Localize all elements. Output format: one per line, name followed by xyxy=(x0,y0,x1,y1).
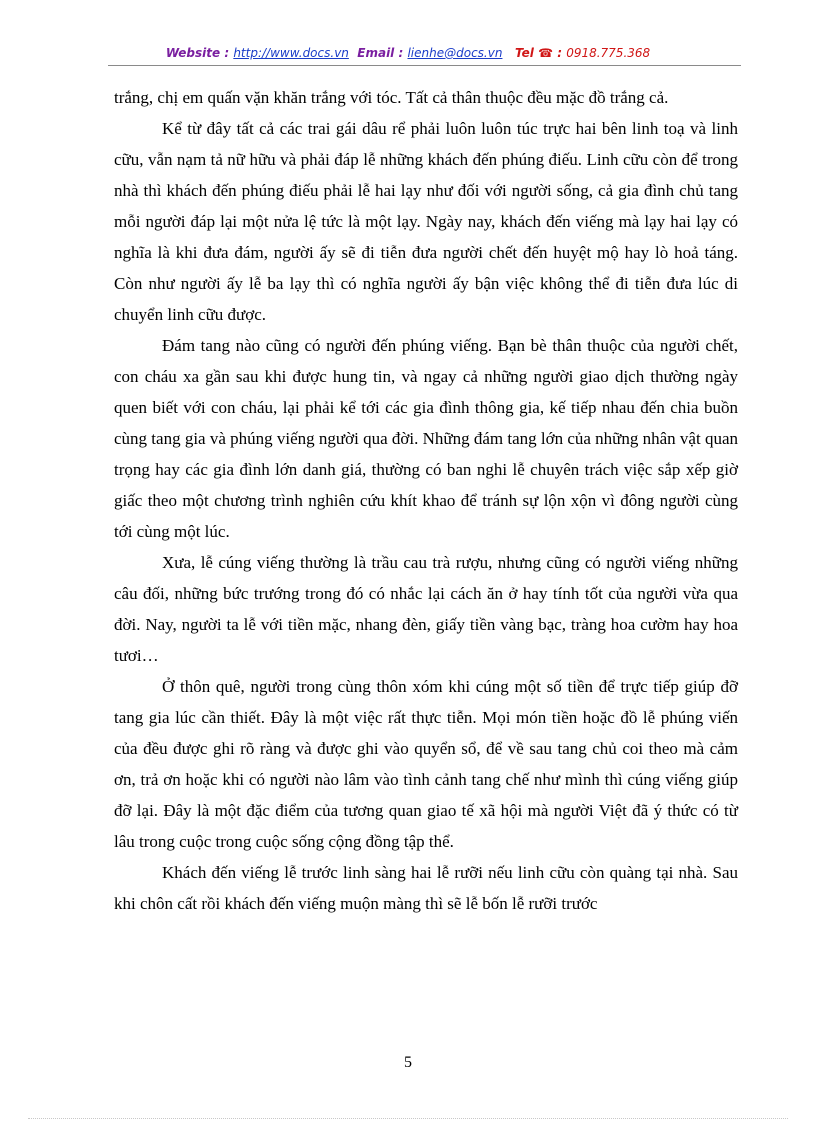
email-link[interactable]: lienhe@docs.vn xyxy=(407,46,503,60)
document-body xyxy=(114,82,738,919)
page-number: 5 xyxy=(404,1054,412,1071)
tel-label: Tel ☎ : xyxy=(515,46,562,60)
paragraph: Khách đến viếng lễ trước linh sàng hai lễ rưỡi nếu linh cữu còn quàng tại nhà. Sau khi chôn cất rồi khách đến viếng muộn màng thì sẽ lễ bốn lễ rưỡi trước xyxy=(114,863,738,913)
paragraph-continuation: trắng, chị em quấn vặn khăn trắng với tóc. Tất cả thân thuộc đều mặc đồ trắng cả. xyxy=(114,88,669,107)
header-divider xyxy=(108,65,741,66)
paragraph: Xưa, lễ cúng viếng thường là trầu cau trà rượu, nhưng cũng có người viếng những câu đối, những bức trướng trong đó có nhắc lại cách ăn ở hay tính tốt của người vừa qua đời. Nay, người ta lễ với tiền mặc, nhang đèn, giấy tiền vàng bạc, tràng hoa cườm hay hoa tươi… xyxy=(114,553,738,665)
page-header xyxy=(0,46,816,66)
page-bottom-border xyxy=(28,1118,788,1119)
paragraph: Ở thôn quê, người trong cùng thôn xóm khi cúng một số tiền để trực tiếp giúp đỡ tang gia lúc cần thiết. Đây là một việc rất thực tiễn. Mọi món tiền hoặc đồ lễ phúng viến của đều được ghi rõ ràng và được ghi vào quyển sổ, để về sau tang chủ coi theo mà cảm ơn, trả ơn hoặc khi có người nào lâm vào tình cảnh tang chế như mình thì cúng viếng giúp đỡ lại. Đây là một đặc điểm của tương quan giao tế xã hội mà người Việt đã ý thức có từ lâu trong cuộc trong cuộc sống cộng đồng tập thể. xyxy=(114,677,738,851)
email-label: Email : xyxy=(357,46,404,60)
tel-value: 0918.775.368 xyxy=(566,46,651,60)
paragraph: Đám tang nào cũng có người đến phúng viếng. Bạn bè thân thuộc của người chết, con cháu xa gần sau khi được hung tin, và ngay cả những người giao dịch thường ngày quen biết với con cháu, lại phải kể tới các gia đình thông gia, kế tiếp nhau đến chia buồn cùng tang gia và phúng viếng người qua đời. Những đám tang lớn của những nhân vật quan trọng hay các gia đình lớn danh giá, thường có ban nghi lễ chuyên trách việc sắp xếp giờ giấc theo một chương trình nghiên cứu khít khao để tránh sự lộn xộn vì đông người cùng tới cùng một lúc. xyxy=(114,336,738,541)
website-link[interactable]: http://www.docs.vn xyxy=(233,46,349,60)
website-label: Website : xyxy=(165,46,230,60)
paragraph: Kể từ đây tất cả các trai gái dâu rể phải luôn luôn túc trực hai bên linh toạ và linh cữu, vẫn nạm tả nữ hữu và phải đáp lễ những khách đến phúng điếu. Linh cữu còn để trong nhà thì khách đến phúng điếu phải lễ hai lạy như đối với người sống, cả gia đình chủ tang mỗi người đáp lại một nửa lệ tức là một lạy. Ngày nay, khách đến viếng mà lạy hai lạy có nghĩa là khi đưa đám, người ấy sẽ đi tiễn đưa người chết đến huyệt mộ hay lò hoả táng. Còn như người ấy lễ ba lạy thì có nghĩa người ấy bận việc không thể đi tiễn đưa lúc di chuyển linh cữu được. xyxy=(114,119,738,324)
